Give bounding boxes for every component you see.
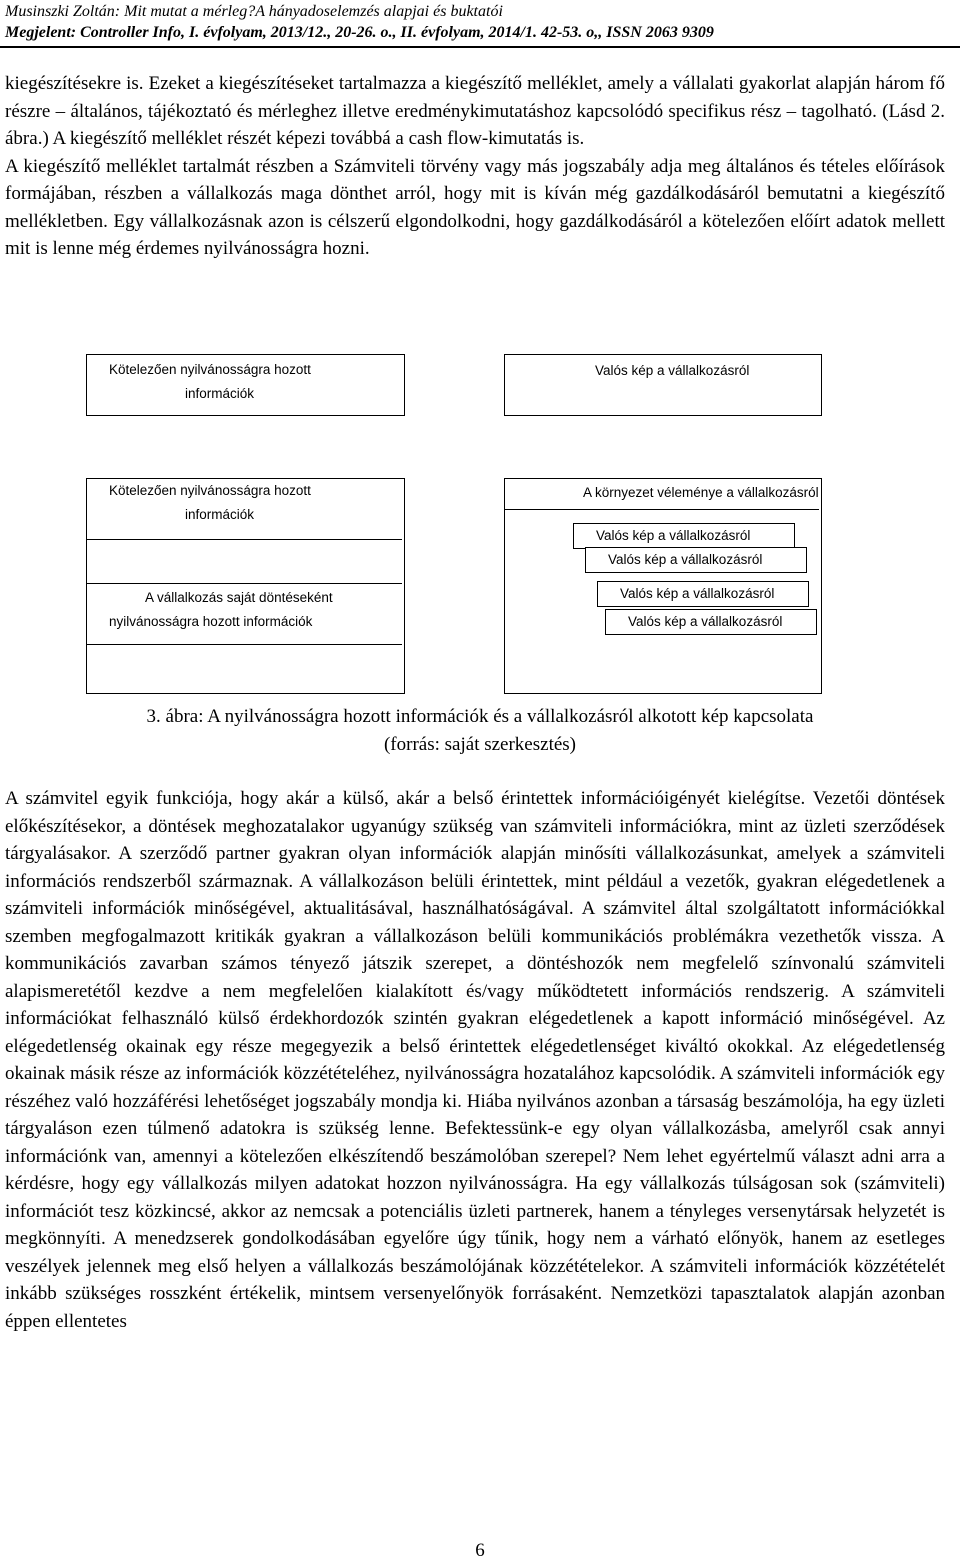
paragraph-intro xyxy=(5,70,945,263)
box-left-group xyxy=(86,478,405,694)
box-text: Kötelezően nyilvánosságra hozott xyxy=(109,362,311,377)
figure-source: (forrás: saját szerkesztés) xyxy=(383,734,576,755)
box-right-group xyxy=(504,478,822,694)
page-number: 6 xyxy=(475,1540,485,1561)
paragraph-2-text: A kiegészítő melléklet tartalmát részben a Számviteli törvény vagy más jogszabály adja meg általános és tételes előírások formájában, részben a vállalkozás maga dönthet arról, hogy mit is kíván még gazdálkodásáról bemutatni a kiegészítő mellékletben. Egy vállalkozásnak azon is célszerű elgondolkodni, hogy gazdálkodásáról a kötelezően előírt adatok mellett mit is lenne még érdemes nyilvánosságra hozni. xyxy=(5,155,945,259)
box-voluntary-info xyxy=(87,583,402,645)
box-text: Valós kép a vállalkozásról xyxy=(608,552,763,567)
box-true-picture-top xyxy=(504,354,822,416)
box-text: A vállalkozás saját döntéseként xyxy=(145,590,333,605)
box-text: nyilvánosságra hozott információk xyxy=(109,614,313,629)
box-mandatory-info-bottom xyxy=(87,479,402,540)
box-text: információk xyxy=(185,507,255,522)
paragraph-1-text: kiegészítésekre is. Ezeket a kiegészítéseket tartalmazza a kiegészítő melléklet, amely a vállalati gyakorlat alapján három fő részre – általános, tájékoztató és mérleghez illetve eredménykimutatáshoz kapcsolódó specifikus rész – tagolható. (Lásd 2. ábra.) A kiegészítő melléklet részét képezi továbbá a cash flow-kimutatás is. xyxy=(5,73,945,149)
box-text: információk xyxy=(185,386,255,401)
figure-3-diagram xyxy=(86,354,886,694)
box-text: Valós kép a vállalkozásról xyxy=(596,528,751,543)
box-text: Kötelezően nyilvánosságra hozott xyxy=(109,483,311,498)
box-true-picture-3 xyxy=(597,581,809,607)
box-text: Valós kép a vállalkozásról xyxy=(620,586,775,601)
box-true-picture-1 xyxy=(573,523,795,549)
box-text: Valós kép a vállalkozásról xyxy=(595,363,750,378)
box-text: Valós kép a vállalkozásról xyxy=(628,614,783,629)
page-header xyxy=(0,0,960,48)
figure-caption: 3. ábra: A nyilvánosságra hozott információk és a vállalkozásról alkotott kép kapcsolata xyxy=(146,706,814,727)
box-text: A környezet véleménye a vállalkozásról xyxy=(583,485,819,500)
paragraph-main: A számvitel egyik funkciója, hogy akár a külső, akár a belső érintettek információigényét kielégítse. Vezetői döntések előkészítésekor, a döntések meghozatalakor ugyanúgy szükség van számviteli információkra, mint az üzleti szerződések tárgyalásakor. A szerződő partner gyakran olyan információk alapján minősíti vállalkozásunkat, amelyek a számviteli információs rendszerből származnak. A vállalkozáson belüli érintettek, mint például a vezetők, gyakran elégedetlenek a számviteli információk minőségével, aktualitásával, használhatóságával. A számvitel által szolgáltatott információkkal szemben megfogalmazott kritikák gyakran a vállalkozáson belüli kommunikációs problémákra vezethetők vissza. A kommunikációs zavarban számos tényező játszik szerepet, a döntéshozók nem megfelelő színvonalú számviteli alapismeretétől kezdve a nem megfelelően kialakított és/vagy működtetett információs rendszerig. A számviteli információkat felhasználó külső érdekhordozók szintén gyakran elégedetlenek a kapott információ minőségével. Az elégedetlenség okainak egy része megegyezik a belső érintettek elégedetlenséget kiváltó okokkal. Az elégedetlenség okainak másik része az információk közzétételéhez, nyilvánosságra hozatalához kapcsolódik. A számviteli információk egy részéhez való hozzáférési lehetőséget jogszabály mondja ki. Hiába nyilvános azonban a társaság beszámolója, ha egy üzleti tárgyaláson ezen túlmenő adatokra is szükség lenne. Befektessünk-e egy olyan vállalkozásba, amelyről csak annyi információnk van, amennyi a kötelezően elkészítendő beszámolóban szerepel? Nem lehet egyértelmű választ adni arra a kérdésre, hogy egy vállalkozás milyen adatokat hozzon nyilvánosságra. Ha egy vállalkozás túlságosan sok (számviteli) információt tesz közkincsé, akkor az nemcsak a potenciális üzleti partnerek, hanem a tényleges versenytársak helyzetét is megkönnyíti. A menedzserek gondolkodásában egyelőre úgy tűnik, hogy nem a várható előnyök, hanem az esetleges veszélyek jelennek meg első helyen a vállalkozás beszámolójának közzétételekor. A számviteli információk közzétételét inkább szükséges rosszként értékelik, mintsem versenyelőnyök forrásaként. Nemzetközi tapasztalatok alapján azonban éppen ellentetes xyxy=(5,788,945,1332)
box-environment-opinion xyxy=(505,479,819,510)
box-true-picture-2 xyxy=(585,547,807,573)
box-true-picture-4 xyxy=(605,609,817,635)
header-publication: Megjelent: Controller Info, I. évfolyam, 2013/12., 20-26. o., II. évfolyam, 2014/1. 42-53. o,, ISSN 2063 9309 xyxy=(5,24,714,41)
box-mandatory-info-top xyxy=(86,354,405,416)
header-author-title: Musinszki Zoltán: Mit mutat a mérleg?A hányadoselemzés alapjai és buktatói xyxy=(5,3,503,20)
